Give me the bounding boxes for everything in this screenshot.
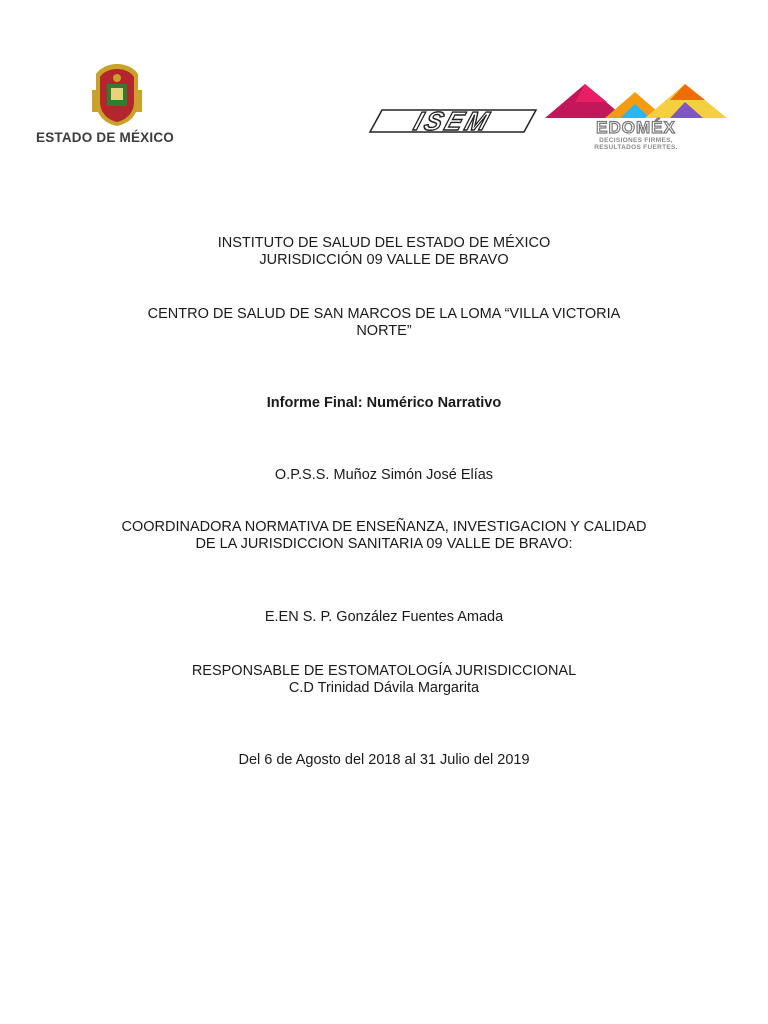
author [90, 467, 678, 484]
edomex-tagline-2: RESULTADOS FUERTES. [594, 144, 678, 151]
edomex-mountains-icon [545, 82, 727, 122]
isem-logo [368, 108, 538, 134]
edomex-tagline-1: DECISIONES FIRMES, [599, 137, 673, 144]
report-title [90, 395, 678, 412]
center-line-1: CENTRO DE SALUD DE SAN MARCOS DE LA LOMA “VILLA VICTORIA [147, 306, 621, 322]
responsible-block [90, 663, 678, 697]
isem-wordmark: ISEM [410, 106, 496, 136]
responsible-name: C.D Trinidad Dávila Margarita [288, 680, 480, 696]
coordinator-line-1: COORDINADORA NORMATIVA DE ENSEÑANZA, INVESTIGACION Y CALIDAD [121, 519, 647, 535]
institute-line-2: JURISDICCIÓN 09 VALLE DE BRAVO [259, 252, 509, 268]
responsible-title: RESPONSABLE DE ESTOMATOLOGÍA JURISDICCIONAL [191, 663, 577, 679]
institute-heading [90, 235, 678, 269]
report-period [90, 752, 678, 769]
report-title-text: Informe Final: Numérico Narrativo [266, 395, 502, 411]
institute-line-1: INSTITUTO DE SALUD DEL ESTADO DE MÉXICO [217, 235, 551, 251]
coordinator-heading [90, 519, 678, 553]
report-period-text: Del 6 de Agosto del 2018 al 31 Julio del 2019 [238, 752, 530, 768]
health-center-heading [90, 306, 678, 340]
estado-de-mexico-wordmark: ESTADO DE MÉXICO [36, 130, 174, 145]
edomex-tagline [545, 137, 727, 151]
edomex-logo [545, 82, 727, 151]
edomex-wordmark: EDOMÉX [596, 118, 676, 137]
coat-of-arms-icon [86, 62, 148, 128]
estado-de-mexico-logo [36, 60, 196, 150]
center-line-2: NORTE” [356, 323, 412, 339]
coordinator-name-text: E.EN S. P. González Fuentes Amada [264, 609, 504, 625]
coordinator-line-2: DE LA JURISDICCION SANITARIA 09 VALLE DE BRAVO: [195, 536, 573, 552]
coordinator-name [90, 609, 678, 626]
author-name: O.P.S.S. Muñoz Simón José Elías [274, 467, 494, 483]
